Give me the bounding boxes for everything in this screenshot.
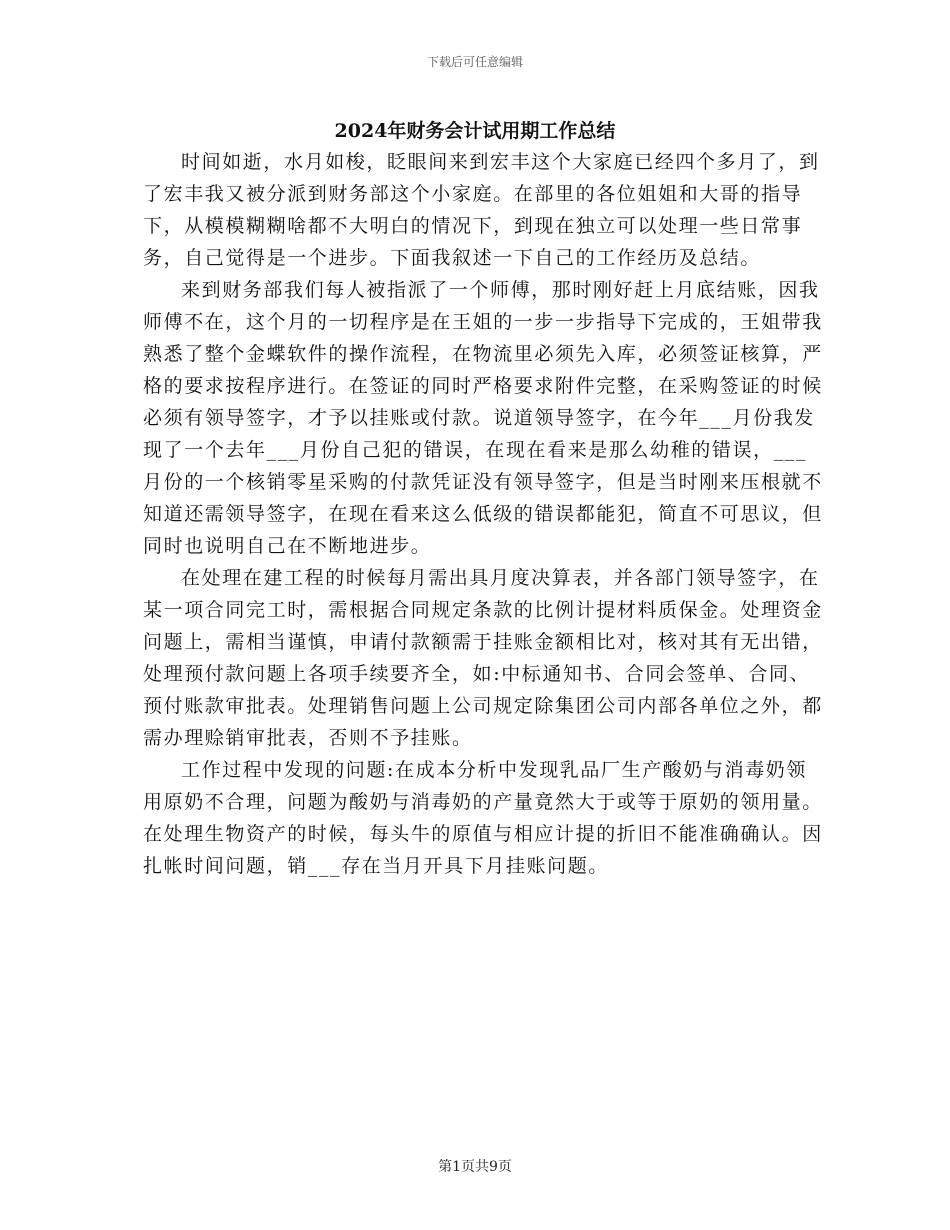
document-body: [143, 146, 823, 882]
paragraph: 在处理在建工程的时候每月需出具月度决算表，并各部门领导签字，在某一项合同完工时，需根据合同规定条款的比例计提材料质保金。处理资金问题上，需相当谨慎，申请付款额需于挂账金额相比对，核对其有无出错，处理预付款问题上各项手续要齐全，如:中标通知书、合同会签单、合同、预付账款审批表。处理销售问题上公司规定除集团公司内部各单位之外，都需办理赊销审批表，否则不予挂账。: [143, 567, 823, 749]
page-header-note: 下载后可任意编辑: [426, 55, 523, 69]
paragraph: 工作过程中发现的问题:在成本分析中发现乳品厂生产酸奶与消毒奶领用原奶不合理，问题为酸奶与消毒奶的产量竟然大于或等于原奶的领用量。在处理生物资产的时候，每头牛的原值与相应计提的折旧不能准确确认。因扎帐时间问题，销___存在当月开具下月挂账问题。: [143, 759, 823, 877]
paragraph: 来到财务部我们每人被指派了一个师傅，那时刚好赶上月底结账，因我师傅不在，这个月的一切程序是在王姐的一步一步指导下完成的，王姐带我熟悉了整个金蝶软件的操作流程，在物流里必须先入库，必须签证核算，严格的要求按程序进行。在签证的同时严格要求附件完整，在采购签证的时候必须有领导签字，才予以挂账或付款。说道领导签字，在今年___月份我发现了一个去年___月份自己犯的错误，在现在看来是那么幼稚的错误，___月份的一个核销零星采购的付款凭证没有领导签字，但是当时刚来压根就不知道还需领导签字，在现在看来这么低级的错误都能犯，简直不可思议，但同时也说明自己在不断地进步。: [143, 279, 823, 557]
page-number-footer: 第1页共9页: [438, 1159, 512, 1175]
document-title: 2024年财务会计试用期工作总结: [334, 120, 616, 142]
paragraph: 时间如逝，水月如梭，眨眼间来到宏丰这个大家庭已经四个多月了，到了宏丰我又被分派到财务部这个小家庭。在部里的各位姐姐和大哥的指导下，从模模糊糊啥都不大明白的情况下，到现在独立可以处理一些日常事务，自己觉得是一个进步。下面我叙述一下自己的工作经历及总结。: [143, 151, 820, 269]
